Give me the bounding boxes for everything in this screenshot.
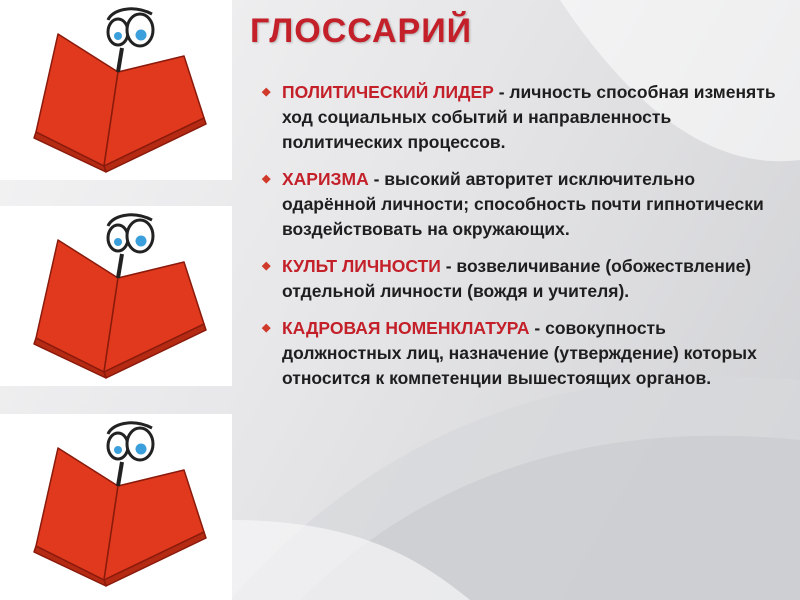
bullet-marker: ◆ (262, 322, 271, 334)
term-name: ПОЛИТИЧЕСКИЙ ЛИДЕР (282, 82, 494, 102)
bullet-marker: ◆ (262, 173, 271, 185)
term-name: ХАРИЗМА (282, 169, 369, 189)
book-panel-1 (0, 0, 232, 180)
glossary-item (262, 80, 782, 155)
term-definition: - личность способная изменять ход социальных событий и направленность политических процессов. (282, 82, 776, 152)
term-definition: - совокупность должностных лиц, назначение (утверждение) которых относится к компетенции вышестоящих органов. (282, 318, 757, 388)
glossary-list (262, 80, 782, 403)
glossary-item (262, 167, 782, 242)
book-reader-icon (0, 0, 232, 180)
book-panel-3 (0, 414, 232, 600)
book-panel-2 (0, 206, 232, 386)
term-definition: - высокий авторитет исключительно одарённой личности; способность почти гипнотически воздействовать на окружающих. (282, 169, 764, 239)
book-reader-icon (0, 206, 232, 386)
term-name: КУЛЬТ ЛИЧНОСТИ (282, 256, 441, 276)
glossary-item (262, 316, 782, 391)
bullet-marker: ◆ (262, 260, 271, 272)
term-name: КАДРОВАЯ НОМЕНКЛАТУРА (282, 318, 530, 338)
slide-title: ГЛОССАРИЙ (250, 12, 473, 50)
bullet-marker: ◆ (262, 86, 271, 98)
term-definition: - возвеличивание (обожествление) отдельной личности (вождя и учителя). (282, 256, 752, 301)
glossary-item (262, 254, 782, 304)
book-reader-icon (0, 414, 232, 594)
